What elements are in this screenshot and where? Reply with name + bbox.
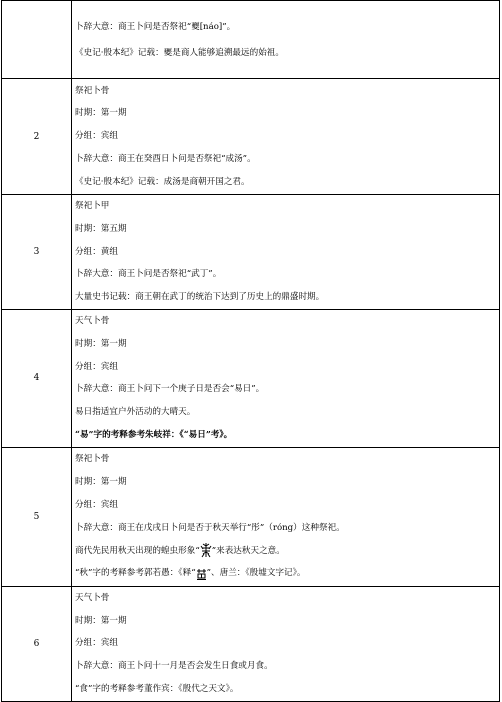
- text-fragment: 商代先民用秋天出现的蝗虫形象“: [75, 545, 200, 556]
- text-line-with-glyph: [72, 562, 499, 585]
- text-line: 分组：宾组: [75, 131, 118, 142]
- text-line-with-glyph: [72, 540, 499, 563]
- row-number: 4: [2, 309, 72, 447]
- row-number: 2: [2, 79, 72, 195]
- row-number: [2, 1, 72, 79]
- text-line: 分组：宾组: [75, 361, 118, 372]
- text-line: 时期：第一期: [75, 108, 127, 119]
- row-content: [72, 309, 500, 447]
- locust-glyph-icon: [200, 542, 212, 558]
- text-fragment: ”来表达秋天之意。: [211, 545, 285, 556]
- row-content: [72, 79, 500, 195]
- row-number: 5: [2, 447, 72, 586]
- text-line: 《史记·殷本纪》记载：夒是商人能够追溯最远的始祖。: [75, 48, 284, 59]
- text-line: 卜辞大意：商王在癸酉日卜问是否祭祀“成汤”。: [75, 153, 256, 164]
- text-line: 祭祀卜骨: [75, 85, 110, 96]
- table-row: [2, 79, 500, 195]
- text-line: 卜辞大意：商王卜问十一月是否会发生日食或月食。: [75, 661, 273, 672]
- table-row: [2, 309, 500, 447]
- table-row: [2, 195, 500, 310]
- text-fragment: ”、唐兰：《殷墟文字记》。: [206, 568, 306, 579]
- text-line: 天气卜骨: [75, 315, 110, 326]
- text-line: 分组：宾组: [75, 499, 118, 510]
- table-row: [2, 1, 500, 79]
- row-content: [72, 1, 500, 79]
- text-line: 分组：宾组: [75, 638, 118, 649]
- row-content: [72, 195, 500, 310]
- text-line: 《史记·殷本纪》记载：成汤是商朝开国之君。: [75, 176, 250, 187]
- text-line: 祭祀卜甲: [75, 201, 110, 211]
- artifact-table: [1, 0, 500, 702]
- text-line: 祭祀卜骨: [75, 454, 110, 465]
- text-line: 时期：第一期: [75, 477, 127, 488]
- text-line: “食”字的考释参考董作宾：《殷代之天文》。: [75, 683, 239, 694]
- text-fragment: “秋”字的考释参考郭若愚：《释“: [75, 568, 196, 579]
- text-line: 卜辞大意：商王卜问下一个庚子日是否会“易日”。: [75, 384, 265, 395]
- row-content: [72, 447, 500, 586]
- text-line: 卜辞大意：商王在戊戌日卜问是否于秋天举行“彤”（róng）这种祭祀。: [75, 522, 345, 533]
- text-line: 时期：第一期: [75, 615, 127, 626]
- row-number: 3: [2, 195, 72, 310]
- text-line: “易”字的考释参考朱岐祥：《“易日”考》。: [75, 429, 233, 440]
- table-row: [2, 447, 500, 586]
- text-line: 大量史书记载：商王朝在武丁的统治下达到了历史上的鼎盛时期。: [75, 292, 325, 303]
- text-line: 卜辞大意：商王卜问是否祭祀“夒[náo]”。: [75, 22, 236, 33]
- qiu-glyph-icon: [196, 567, 207, 579]
- text-line: 分组：黄组: [75, 246, 118, 257]
- table-row: [2, 586, 500, 701]
- row-content: [72, 586, 500, 701]
- text-line: 卜辞大意：商王卜问是否祭祀“武丁”。: [75, 269, 222, 280]
- text-line: 天气卜骨: [75, 592, 110, 603]
- text-line: 时期：第五期: [75, 223, 127, 234]
- row-number: 6: [2, 586, 72, 701]
- text-line: 易日指适宜户外活动的大晴天。: [75, 407, 196, 418]
- text-line: 时期：第一期: [75, 338, 127, 349]
